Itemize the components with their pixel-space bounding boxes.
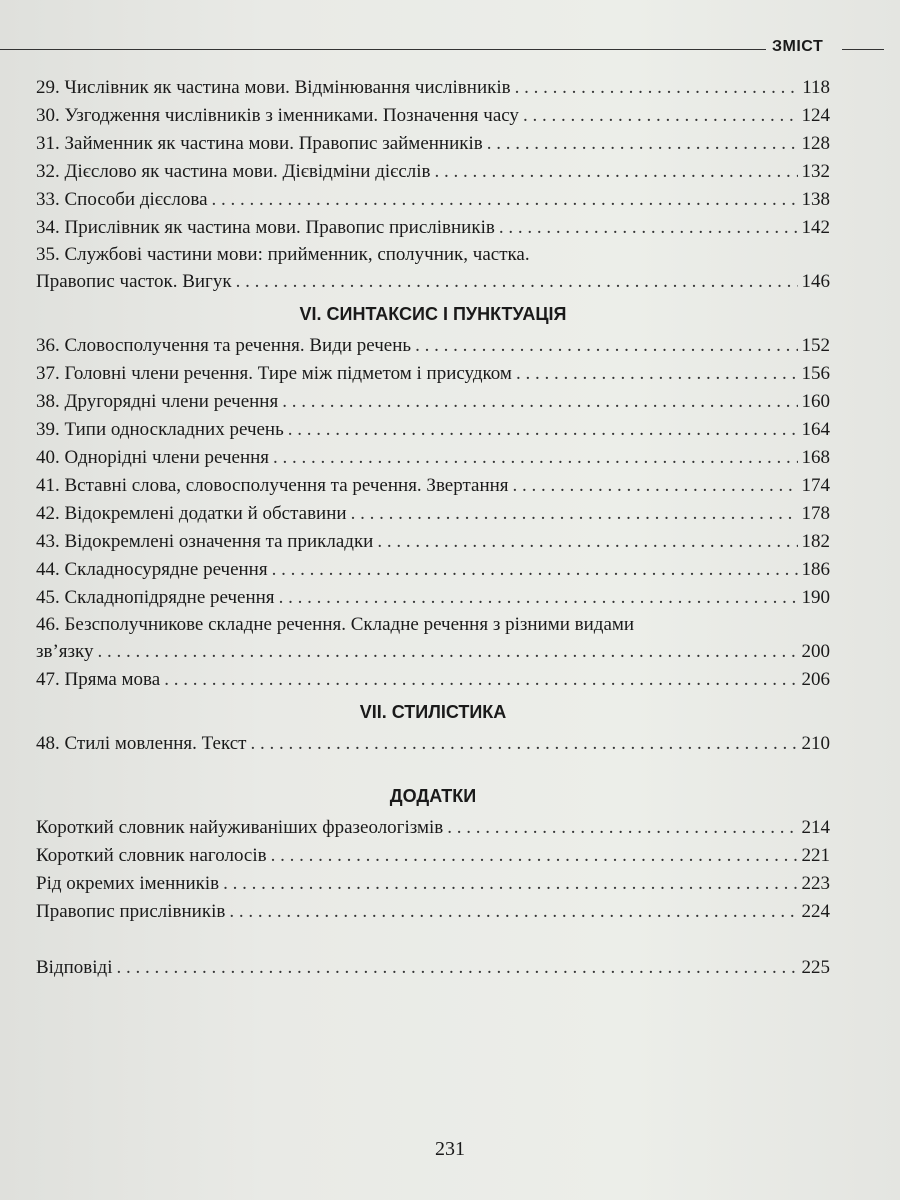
appendix-entry-phraseology — [36, 814, 830, 842]
toc-entry-title: 43. Відокремлені означення та прикладки — [36, 531, 374, 552]
dot-leader — [487, 130, 798, 158]
table-of-contents — [36, 74, 830, 982]
header-title: ЗМІСТ — [772, 38, 824, 55]
toc-entry-page: 182 — [801, 531, 830, 552]
toc-entry-title: 47. Пряма мова — [36, 669, 161, 690]
dot-leader — [272, 556, 798, 584]
dot-leader — [415, 332, 797, 360]
toc-entry-title: Правопис прислівників — [36, 901, 226, 922]
toc-entry-title: 48. Стилі мовлення. Текст — [36, 733, 247, 754]
toc-entry-page: 186 — [801, 559, 830, 580]
toc-entry-page: 164 — [801, 419, 830, 440]
toc-entry-title: 31. Займенник як частина мови. Правопис займенників — [36, 133, 483, 154]
toc-entry-47 — [36, 666, 830, 694]
toc-entry-page: 160 — [801, 391, 830, 412]
toc-entry-title: 45. Складнопідрядне речення — [36, 587, 275, 608]
toc-entry-31 — [36, 130, 830, 158]
section-heading-stylistics: VII. СТИЛІСТИКА — [359, 702, 507, 722]
toc-entry-page: 223 — [801, 873, 830, 894]
toc-entry-29 — [36, 74, 830, 102]
toc-entry-page: 146 — [801, 271, 830, 292]
toc-entry-page: 224 — [801, 901, 830, 922]
toc-entry-34 — [36, 214, 830, 242]
toc-entry-page: 132 — [801, 161, 830, 182]
toc-entry-30 — [36, 102, 830, 130]
appendix-entry-gender — [36, 870, 830, 898]
toc-entry-page: 118 — [802, 77, 830, 98]
toc-entry-title: 40. Однорідні члени речення — [36, 447, 270, 468]
toc-entry-32 — [36, 158, 830, 186]
toc-entry-36 — [36, 332, 830, 360]
toc-entry-41 — [36, 472, 830, 500]
dot-leader — [377, 528, 797, 556]
toc-entry-title: 41. Вставні слова, словосполучення та речення. Звертання — [36, 475, 509, 496]
toc-entry-page: 168 — [801, 447, 830, 468]
section-heading-appendix: ДОДАТКИ — [389, 786, 477, 806]
toc-entry-title: 33. Способи дієслова — [36, 189, 208, 210]
toc-entry-page: 152 — [801, 335, 830, 356]
toc-entry-title: 37. Головні члени речення. Тире між підметом і присудком — [36, 363, 512, 384]
toc-entry-35-line1: 35. Службові частини мови: прийменник, сполучник, частка. — [36, 244, 530, 265]
toc-entry-37 — [36, 360, 830, 388]
toc-entry-page: 156 — [801, 363, 830, 384]
toc-entry-title: 32. Дієслово як частина мови. Дієвідміни дієслів — [36, 161, 431, 182]
toc-entry-title: 44. Складносурядне речення — [36, 559, 268, 580]
dot-leader — [282, 388, 797, 416]
toc-entry-page: 210 — [801, 733, 830, 754]
toc-entry-title: Короткий словник наголосів — [36, 845, 267, 866]
dot-leader — [229, 898, 797, 926]
toc-entry-45 — [36, 584, 830, 612]
toc-entry-40 — [36, 444, 830, 472]
dot-leader — [250, 730, 797, 758]
appendix-entry-stress — [36, 842, 830, 870]
toc-entry-page: 221 — [801, 845, 830, 866]
toc-entry-title: 34. Прислівник як частина мови. Правопис прислівників — [36, 217, 495, 238]
dot-leader — [98, 638, 798, 666]
toc-entry-35 — [36, 268, 830, 296]
toc-entry-page: 178 — [801, 503, 830, 524]
dot-leader — [513, 472, 798, 500]
toc-entry-43 — [36, 528, 830, 556]
toc-entry-title: зв’язку — [36, 641, 94, 662]
toc-entry-title: Короткий словник найуживаніших фразеологізмів — [36, 817, 444, 838]
dot-leader — [212, 186, 798, 214]
toc-entry-39 — [36, 416, 830, 444]
dot-leader — [271, 842, 798, 870]
toc-entry-42 — [36, 500, 830, 528]
toc-entry-title: Правопис часток. Вигук — [36, 271, 232, 292]
dot-leader — [435, 158, 798, 186]
toc-entry-title: Рід окремих іменників — [36, 873, 220, 894]
toc-entry-page: 225 — [801, 957, 830, 978]
dot-leader — [516, 360, 798, 388]
dot-leader — [288, 416, 798, 444]
dot-leader — [515, 74, 799, 102]
toc-entry-44 — [36, 556, 830, 584]
dot-leader — [273, 444, 797, 472]
toc-entry-answers — [36, 954, 830, 982]
dot-leader — [279, 584, 798, 612]
running-header — [0, 36, 900, 60]
toc-entry-page: 142 — [801, 217, 830, 238]
page-number: 231 — [435, 1138, 465, 1160]
dot-leader — [236, 268, 798, 296]
toc-entry-title: 42. Відокремлені додатки й обставини — [36, 503, 347, 524]
dot-leader — [223, 870, 797, 898]
toc-entry-page: 200 — [801, 641, 830, 662]
toc-entry-46-line1: 46. Безсполучникове складне речення. Складне речення з різними видами — [36, 614, 635, 635]
toc-entry-title: 39. Типи односкладних речень — [36, 419, 284, 440]
toc-entry-page: 206 — [801, 669, 830, 690]
toc-entry-page: 174 — [801, 475, 830, 496]
appendix-entry-adverbs — [36, 898, 830, 926]
toc-entry-page: 128 — [801, 133, 830, 154]
dot-leader — [499, 214, 798, 242]
toc-entry-page: 190 — [801, 587, 830, 608]
toc-entry-title: 29. Числівник як частина мови. Відмінювання числівників — [36, 77, 511, 98]
section-heading-syntax: VI. СИНТАКСИС І ПУНКТУАЦІЯ — [299, 304, 567, 324]
toc-entry-page: 138 — [801, 189, 830, 210]
toc-entry-title: 30. Узгодження числівників з іменниками. Позначення часу — [36, 105, 519, 126]
dot-leader — [447, 814, 797, 842]
toc-entry-title: 36. Словосполучення та речення. Види речень — [36, 335, 412, 356]
toc-entry-46 — [36, 638, 830, 666]
dot-leader — [523, 102, 798, 130]
dot-leader — [164, 666, 797, 694]
toc-entry-page: 124 — [801, 105, 830, 126]
dot-leader — [116, 954, 797, 982]
spacer — [36, 758, 830, 778]
toc-entry-title: Відповіді — [36, 957, 113, 978]
header-rule-left — [0, 49, 766, 50]
toc-entry-33 — [36, 186, 830, 214]
toc-entry-title: 38. Другорядні члени речення — [36, 391, 279, 412]
toc-entry-48 — [36, 730, 830, 758]
toc-entry-38 — [36, 388, 830, 416]
toc-entry-page: 214 — [801, 817, 830, 838]
dot-leader — [351, 500, 798, 528]
header-rule-right — [842, 49, 884, 50]
spacer — [36, 926, 830, 954]
